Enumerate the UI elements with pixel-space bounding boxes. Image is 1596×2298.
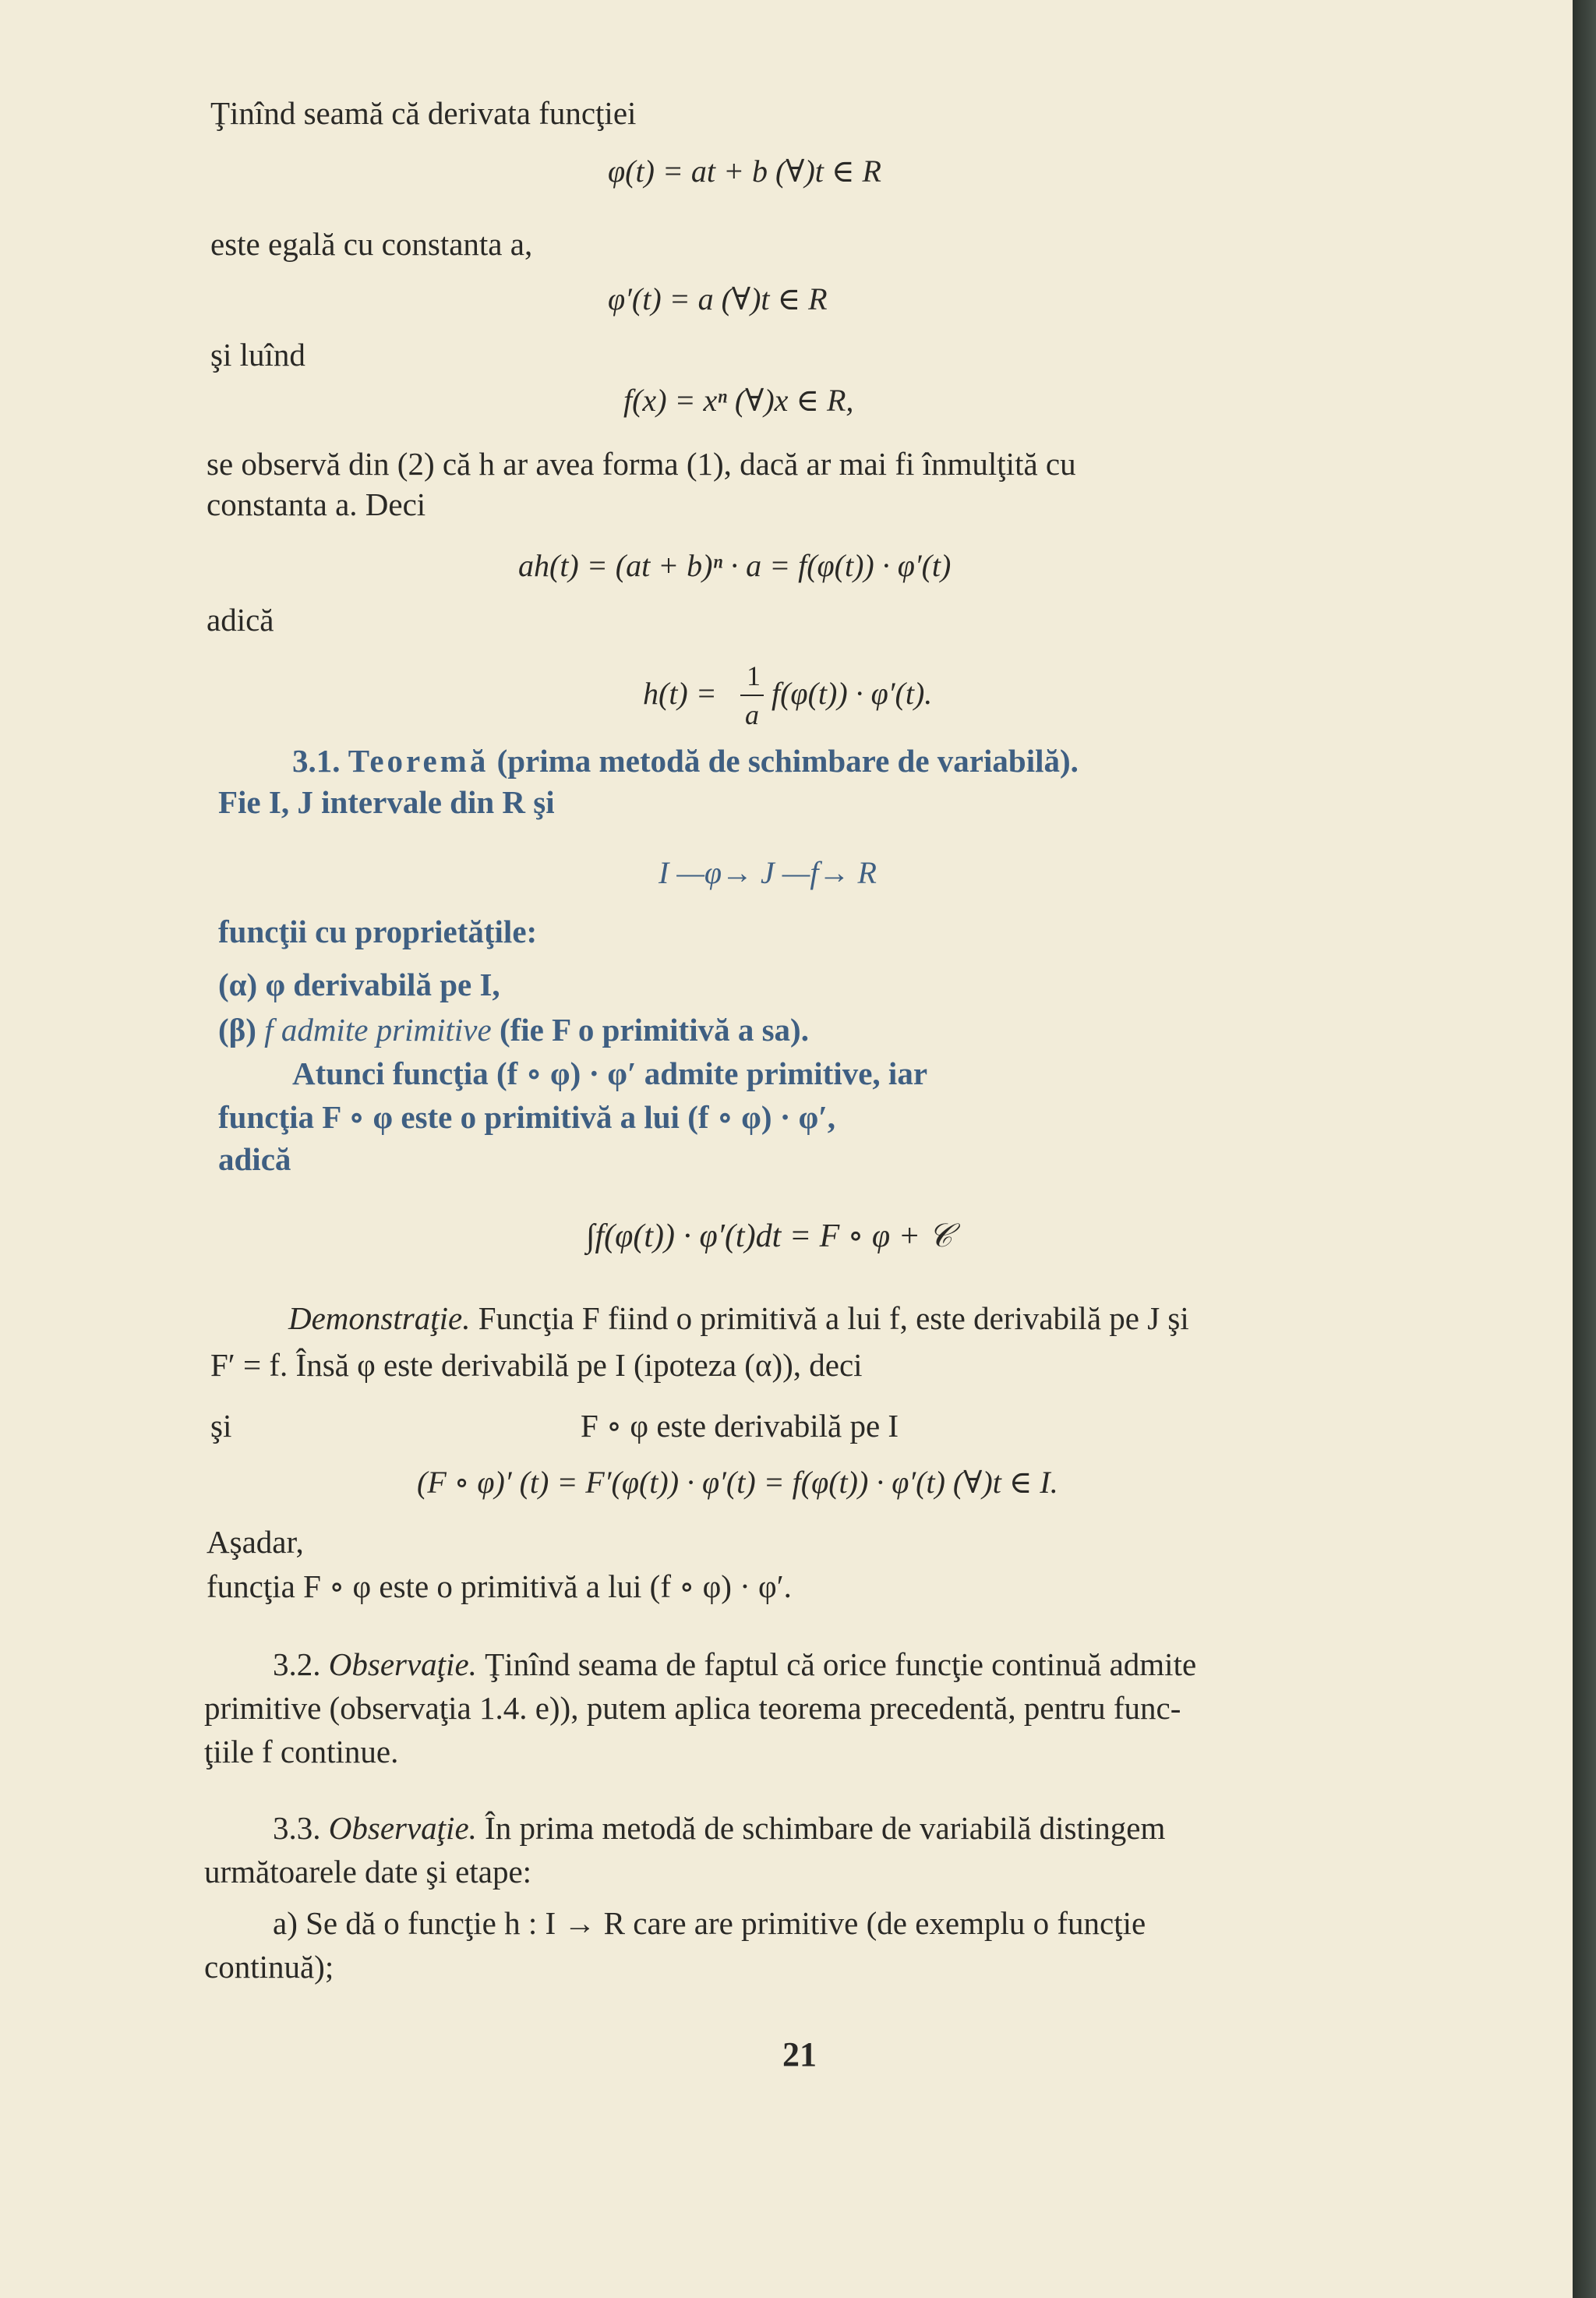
- text-line: se observă din (2) că h ar avea forma (1), dacă ar mai fi înmulţită cu: [207, 446, 1076, 482]
- observation-line: 3.3. Observaţie. În prima metodă de schimbare de variabilă distingem: [273, 1810, 1166, 1846]
- observation-line: 3.2. Observaţie. Ţinînd seama de faptul că orice funcţie continuă admite: [273, 1646, 1197, 1682]
- observation-number: 3.3.: [273, 1810, 321, 1846]
- theorem-condition-beta: (β) f admite primitive (fie F o primitivă a sa).: [218, 1012, 809, 1048]
- mapping-diagram: I —φ→ J —f→ R: [659, 855, 877, 890]
- equation-ah: ah(t) = (at + b)ⁿ · a = f(φ(t)) · φ′(t): [518, 548, 952, 583]
- proof-line: şi: [210, 1408, 232, 1444]
- text-line: Aşadar,: [207, 1524, 304, 1560]
- text-line: şi luînd: [210, 337, 305, 373]
- fraction-denominator: a: [745, 699, 759, 730]
- theorem-title: (prima metodă de schimbare de variabilă).: [496, 743, 1079, 779]
- equation-f: f(x) = xⁿ (∀)x ∈ R,: [623, 383, 854, 418]
- theorem-conclusion: adică: [218, 1141, 291, 1177]
- text-line: funcţia F ∘ φ este o primitivă a lui (f ∘ φ) · φ′.: [207, 1568, 792, 1604]
- theorem-heading: [292, 743, 1079, 780]
- chain-rule-equation: (F ∘ φ)′ (t) = F′(φ(t)) · φ′(t) = f(φ(t)) · φ′(t) (∀)t ∈ I.: [417, 1465, 1058, 1500]
- observation-number: 3.2.: [273, 1646, 321, 1682]
- theorem-conclusion: funcţia F ∘ φ este o primitivă a lui (f ∘ φ) · φ′,: [218, 1099, 836, 1135]
- observation-label: Observaţie.: [328, 1810, 477, 1846]
- text-line: adică: [207, 602, 274, 638]
- book-cover-edge: [1573, 0, 1596, 2298]
- equation-phi: φ(t) = at + b (∀)t ∈ R: [608, 154, 881, 189]
- theorem-text: Fie I, J intervale din R şi: [218, 784, 555, 820]
- observation-item: continuă);: [204, 1949, 334, 1985]
- integral-equation: ∫f(φ(t)) · φ′(t)dt = F ∘ φ + 𝒞: [586, 1218, 953, 1254]
- observation-line: ţiile f continue.: [204, 1734, 399, 1769]
- observation-line: primitive (observaţia 1.4. e)), putem aplica teorema precedentă, pentru func-: [204, 1690, 1181, 1726]
- proof-line: Demonstraţie. Funcţia F fiind o primitivă a lui f, este derivabilă pe J şi: [288, 1300, 1189, 1336]
- theorem-condition-alpha: (α) φ derivabilă pe I,: [218, 967, 500, 1002]
- equation-phi-derivative: φ′(t) = a (∀)t ∈ R: [608, 281, 828, 316]
- text-line: constanta a. Deci: [207, 486, 426, 522]
- observation-label: Observaţie.: [328, 1646, 477, 1682]
- fraction-bar: [740, 695, 764, 696]
- proof-line: F′ = f. Însă φ este derivabilă pe I (ipoteza (α)), deci: [210, 1347, 863, 1383]
- fraction-numerator: 1: [747, 660, 761, 691]
- observation-item: a) Se dă o funcţie h : I → R care are primitive (de exemplu o funcţie: [273, 1905, 1146, 1941]
- equation-h-rhs: f(φ(t)) · φ′(t).: [772, 676, 933, 711]
- text-line: Ţinînd seamă că derivata funcţiei: [210, 95, 637, 131]
- equation-h-lhs: h(t) =: [643, 676, 717, 711]
- proof-label: Demonstraţie.: [288, 1300, 471, 1336]
- theorem-word: Teoremă: [348, 743, 489, 779]
- theorem-text: funcţii cu proprietăţile:: [218, 914, 538, 949]
- proof-line: F ∘ φ este derivabilă pe I: [581, 1408, 899, 1444]
- page-number: 21: [782, 2035, 817, 2074]
- observation-line: următoarele date şi etape:: [204, 1854, 532, 1890]
- theorem-number: 3.1.: [292, 743, 341, 779]
- text-line: este egală cu constanta a,: [210, 226, 533, 262]
- theorem-conclusion: Atunci funcţia (f ∘ φ) · φ′ admite primitive, iar: [292, 1055, 928, 1091]
